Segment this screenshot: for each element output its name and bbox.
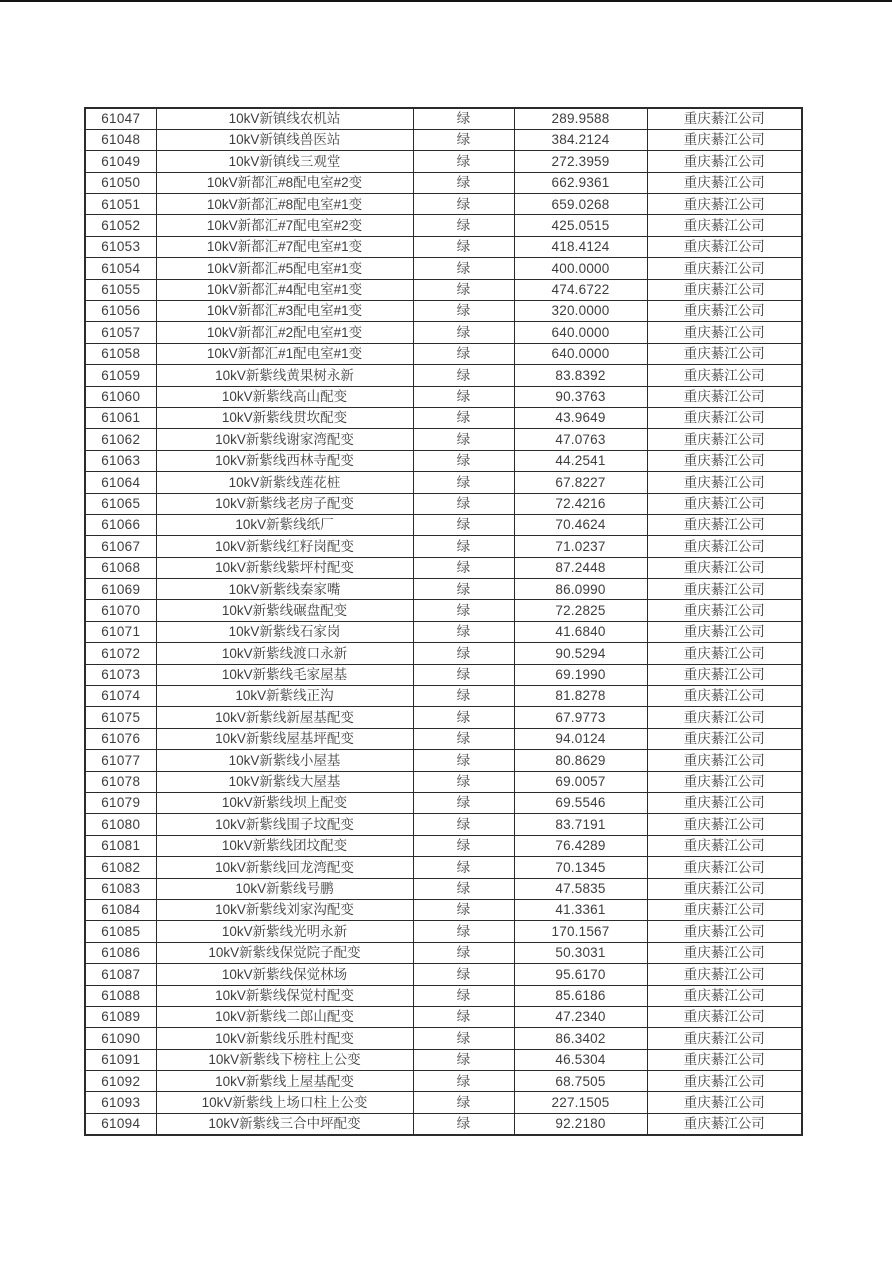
table-row	[85, 108, 802, 129]
table-row	[85, 942, 802, 963]
table-row	[85, 472, 802, 493]
row-id-cell: 61057	[85, 322, 156, 343]
row-id-cell: 61092	[85, 1071, 156, 1092]
row-value-cell: 50.3031	[514, 942, 647, 963]
row-value-cell: 95.6170	[514, 964, 647, 985]
row-line-name-cell: 10kV新紫线秦家嘴	[156, 579, 413, 600]
row-line-name-cell: 10kV新紫线上屋基配变	[156, 1071, 413, 1092]
table-row	[85, 643, 802, 664]
row-value-cell: 659.0268	[514, 194, 647, 215]
row-company-cell: 重庆綦江公司	[647, 194, 802, 215]
row-value-cell: 68.7505	[514, 1071, 647, 1092]
table-row	[85, 536, 802, 557]
row-id-cell: 61054	[85, 258, 156, 279]
row-value-cell: 425.0515	[514, 215, 647, 236]
row-status-cell: 绿	[413, 279, 514, 300]
row-line-name-cell: 10kV新紫线黄果树永新	[156, 365, 413, 386]
row-line-name-cell: 10kV新紫线团坟配变	[156, 835, 413, 856]
row-line-name-cell: 10kV新紫线红籽岗配变	[156, 536, 413, 557]
row-value-cell: 87.2448	[514, 557, 647, 578]
row-company-cell: 重庆綦江公司	[647, 450, 802, 471]
row-value-cell: 70.1345	[514, 857, 647, 878]
row-line-name-cell: 10kV新紫线渡口永新	[156, 643, 413, 664]
table-row	[85, 686, 802, 707]
table-row	[85, 707, 802, 728]
table-row	[85, 215, 802, 236]
row-status-cell: 绿	[413, 1028, 514, 1049]
row-id-cell: 61075	[85, 707, 156, 728]
row-company-cell: 重庆綦江公司	[647, 1049, 802, 1070]
row-status-cell: 绿	[413, 129, 514, 150]
table-row	[85, 407, 802, 428]
table-row	[85, 728, 802, 749]
row-value-cell: 71.0237	[514, 536, 647, 557]
row-line-name-cell: 10kV新紫线小屋基	[156, 750, 413, 771]
row-id-cell: 61080	[85, 814, 156, 835]
row-company-cell: 重庆綦江公司	[647, 1092, 802, 1113]
row-company-cell: 重庆綦江公司	[647, 1028, 802, 1049]
table-row	[85, 921, 802, 942]
row-id-cell: 61062	[85, 429, 156, 450]
row-value-cell: 47.5835	[514, 878, 647, 899]
row-value-cell: 43.9649	[514, 407, 647, 428]
row-company-cell: 重庆綦江公司	[647, 814, 802, 835]
row-company-cell: 重庆綦江公司	[647, 301, 802, 322]
row-line-name-cell: 10kV新紫线西林寺配变	[156, 450, 413, 471]
row-line-name-cell: 10kV新紫线上场口柱上公变	[156, 1092, 413, 1113]
row-value-cell: 400.0000	[514, 258, 647, 279]
row-status-cell: 绿	[413, 1113, 514, 1134]
row-status-cell: 绿	[413, 835, 514, 856]
row-company-cell: 重庆綦江公司	[647, 643, 802, 664]
row-id-cell: 61064	[85, 472, 156, 493]
row-status-cell: 绿	[413, 386, 514, 407]
row-status-cell: 绿	[413, 407, 514, 428]
row-company-cell: 重庆綦江公司	[647, 429, 802, 450]
table-row	[85, 172, 802, 193]
row-id-cell: 61051	[85, 194, 156, 215]
row-value-cell: 289.9588	[514, 108, 647, 129]
table-row	[85, 557, 802, 578]
table-row	[85, 129, 802, 150]
row-line-name-cell: 10kV新紫线回龙湾配变	[156, 857, 413, 878]
row-status-cell: 绿	[413, 750, 514, 771]
row-value-cell: 67.9773	[514, 707, 647, 728]
table-row	[85, 899, 802, 920]
row-company-cell: 重庆綦江公司	[647, 279, 802, 300]
row-company-cell: 重庆綦江公司	[647, 236, 802, 257]
row-id-cell: 61050	[85, 172, 156, 193]
row-value-cell: 41.6840	[514, 621, 647, 642]
table-row	[85, 835, 802, 856]
row-status-cell: 绿	[413, 664, 514, 685]
row-id-cell: 61076	[85, 728, 156, 749]
row-id-cell: 61081	[85, 835, 156, 856]
table-row	[85, 814, 802, 835]
row-value-cell: 384.2124	[514, 129, 647, 150]
row-line-name-cell: 10kV新紫线围子坟配变	[156, 814, 413, 835]
row-status-cell: 绿	[413, 172, 514, 193]
row-value-cell: 72.2825	[514, 600, 647, 621]
row-status-cell: 绿	[413, 814, 514, 835]
row-status-cell: 绿	[413, 472, 514, 493]
row-value-cell: 69.1990	[514, 664, 647, 685]
row-line-name-cell: 10kV新都汇#1配电室#1变	[156, 343, 413, 364]
row-status-cell: 绿	[413, 942, 514, 963]
row-line-name-cell: 10kV新紫线保觉村配变	[156, 985, 413, 1006]
row-company-cell: 重庆綦江公司	[647, 942, 802, 963]
table-row	[85, 386, 802, 407]
row-status-cell: 绿	[413, 365, 514, 386]
row-line-name-cell: 10kV新都汇#8配电室#1变	[156, 194, 413, 215]
row-id-cell: 61090	[85, 1028, 156, 1049]
table-body	[85, 108, 802, 1135]
row-line-name-cell: 10kV新紫线老房子配变	[156, 493, 413, 514]
row-status-cell: 绿	[413, 236, 514, 257]
table-row	[85, 429, 802, 450]
row-status-cell: 绿	[413, 514, 514, 535]
table-row	[85, 750, 802, 771]
row-company-cell: 重庆綦江公司	[647, 621, 802, 642]
row-id-cell: 61087	[85, 964, 156, 985]
row-value-cell: 86.0990	[514, 579, 647, 600]
row-company-cell: 重庆綦江公司	[647, 386, 802, 407]
row-line-name-cell: 10kV新紫线碾盘配变	[156, 600, 413, 621]
table-row	[85, 664, 802, 685]
table-row	[85, 194, 802, 215]
row-id-cell: 61082	[85, 857, 156, 878]
row-line-name-cell: 10kV新镇线兽医站	[156, 129, 413, 150]
row-line-name-cell: 10kV新紫线谢家湾配变	[156, 429, 413, 450]
table-row	[85, 301, 802, 322]
row-line-name-cell: 10kV新紫线纸厂	[156, 514, 413, 535]
table-row	[85, 600, 802, 621]
row-status-cell: 绿	[413, 921, 514, 942]
table-row	[85, 1113, 802, 1134]
row-status-cell: 绿	[413, 964, 514, 985]
row-status-cell: 绿	[413, 643, 514, 664]
row-value-cell: 69.5546	[514, 793, 647, 814]
row-status-cell: 绿	[413, 985, 514, 1006]
table-row	[85, 579, 802, 600]
row-id-cell: 61055	[85, 279, 156, 300]
row-value-cell: 94.0124	[514, 728, 647, 749]
row-status-cell: 绿	[413, 771, 514, 792]
row-value-cell: 46.5304	[514, 1049, 647, 1070]
row-company-cell: 重庆綦江公司	[647, 771, 802, 792]
row-line-name-cell: 10kV新都汇#7配电室#1变	[156, 236, 413, 257]
row-status-cell: 绿	[413, 1049, 514, 1070]
row-status-cell: 绿	[413, 493, 514, 514]
power-line-table	[84, 107, 803, 1136]
row-status-cell: 绿	[413, 322, 514, 343]
row-company-cell: 重庆綦江公司	[647, 921, 802, 942]
table-row	[85, 793, 802, 814]
table-row	[85, 365, 802, 386]
row-company-cell: 重庆綦江公司	[647, 493, 802, 514]
row-status-cell: 绿	[413, 258, 514, 279]
row-status-cell: 绿	[413, 536, 514, 557]
row-value-cell: 92.2180	[514, 1113, 647, 1134]
row-id-cell: 61077	[85, 750, 156, 771]
table-row	[85, 1028, 802, 1049]
row-company-cell: 重庆綦江公司	[647, 365, 802, 386]
table-row	[85, 514, 802, 535]
row-value-cell: 47.2340	[514, 1006, 647, 1027]
table-row	[85, 857, 802, 878]
row-company-cell: 重庆綦江公司	[647, 472, 802, 493]
row-company-cell: 重庆綦江公司	[647, 793, 802, 814]
row-status-cell: 绿	[413, 194, 514, 215]
row-status-cell: 绿	[413, 429, 514, 450]
row-company-cell: 重庆綦江公司	[647, 1113, 802, 1134]
row-company-cell: 重庆綦江公司	[647, 258, 802, 279]
row-status-cell: 绿	[413, 301, 514, 322]
row-status-cell: 绿	[413, 686, 514, 707]
row-company-cell: 重庆綦江公司	[647, 215, 802, 236]
row-value-cell: 83.7191	[514, 814, 647, 835]
row-value-cell: 86.3402	[514, 1028, 647, 1049]
table-row	[85, 279, 802, 300]
row-status-cell: 绿	[413, 579, 514, 600]
row-line-name-cell: 10kV新都汇#5配电室#1变	[156, 258, 413, 279]
row-line-name-cell: 10kV新都汇#2配电室#1变	[156, 322, 413, 343]
row-line-name-cell: 10kV新紫线正沟	[156, 686, 413, 707]
row-value-cell: 80.8629	[514, 750, 647, 771]
row-status-cell: 绿	[413, 707, 514, 728]
row-value-cell: 90.5294	[514, 643, 647, 664]
row-company-cell: 重庆綦江公司	[647, 579, 802, 600]
row-line-name-cell: 10kV新紫线保觉院子配变	[156, 942, 413, 963]
row-id-cell: 61093	[85, 1092, 156, 1113]
row-id-cell: 61073	[85, 664, 156, 685]
row-id-cell: 61072	[85, 643, 156, 664]
row-line-name-cell: 10kV新紫线屋基坪配变	[156, 728, 413, 749]
row-line-name-cell: 10kV新紫线石家岗	[156, 621, 413, 642]
row-id-cell: 61053	[85, 236, 156, 257]
row-id-cell: 61085	[85, 921, 156, 942]
row-line-name-cell: 10kV新紫线光明永新	[156, 921, 413, 942]
row-line-name-cell: 10kV新紫线莲花桩	[156, 472, 413, 493]
row-line-name-cell: 10kV新紫线大屋基	[156, 771, 413, 792]
row-id-cell: 61088	[85, 985, 156, 1006]
row-id-cell: 61079	[85, 793, 156, 814]
table-row	[85, 343, 802, 364]
row-line-name-cell: 10kV新都汇#3配电室#1变	[156, 301, 413, 322]
row-id-cell: 61048	[85, 129, 156, 150]
row-id-cell: 61074	[85, 686, 156, 707]
row-status-cell: 绿	[413, 857, 514, 878]
row-company-cell: 重庆綦江公司	[647, 322, 802, 343]
row-company-cell: 重庆綦江公司	[647, 557, 802, 578]
row-line-name-cell: 10kV新紫线坝上配变	[156, 793, 413, 814]
table-row	[85, 1092, 802, 1113]
row-id-cell: 61083	[85, 878, 156, 899]
row-company-cell: 重庆綦江公司	[647, 536, 802, 557]
row-value-cell: 47.0763	[514, 429, 647, 450]
table-row	[85, 151, 802, 172]
row-value-cell: 90.3763	[514, 386, 647, 407]
row-value-cell: 640.0000	[514, 322, 647, 343]
row-value-cell: 70.4624	[514, 514, 647, 535]
row-company-cell: 重庆綦江公司	[647, 407, 802, 428]
row-company-cell: 重庆綦江公司	[647, 964, 802, 985]
row-line-name-cell: 10kV新都汇#8配电室#2变	[156, 172, 413, 193]
row-company-cell: 重庆綦江公司	[647, 1006, 802, 1027]
row-status-cell: 绿	[413, 600, 514, 621]
row-id-cell: 61059	[85, 365, 156, 386]
row-id-cell: 61084	[85, 899, 156, 920]
table-row	[85, 1006, 802, 1027]
row-value-cell: 67.8227	[514, 472, 647, 493]
row-id-cell: 61067	[85, 536, 156, 557]
row-status-cell: 绿	[413, 878, 514, 899]
row-value-cell: 85.6186	[514, 985, 647, 1006]
row-id-cell: 61061	[85, 407, 156, 428]
row-status-cell: 绿	[413, 793, 514, 814]
row-company-cell: 重庆綦江公司	[647, 750, 802, 771]
table-row	[85, 621, 802, 642]
row-id-cell: 61091	[85, 1049, 156, 1070]
row-line-name-cell: 10kV新紫线号鹏	[156, 878, 413, 899]
row-id-cell: 61047	[85, 108, 156, 129]
row-company-cell: 重庆綦江公司	[647, 857, 802, 878]
table-row	[85, 964, 802, 985]
row-company-cell: 重庆綦江公司	[647, 129, 802, 150]
row-status-cell: 绿	[413, 450, 514, 471]
row-line-name-cell: 10kV新镇线三观堂	[156, 151, 413, 172]
row-company-cell: 重庆綦江公司	[647, 600, 802, 621]
row-line-name-cell: 10kV新镇线农机站	[156, 108, 413, 129]
row-status-cell: 绿	[413, 343, 514, 364]
table-row	[85, 1071, 802, 1092]
row-id-cell: 61089	[85, 1006, 156, 1027]
row-line-name-cell: 10kV新紫线乐胜村配变	[156, 1028, 413, 1049]
row-id-cell: 61094	[85, 1113, 156, 1134]
row-company-cell: 重庆綦江公司	[647, 899, 802, 920]
row-status-cell: 绿	[413, 1006, 514, 1027]
row-company-cell: 重庆綦江公司	[647, 835, 802, 856]
row-status-cell: 绿	[413, 1071, 514, 1092]
row-value-cell: 418.4124	[514, 236, 647, 257]
row-value-cell: 76.4289	[514, 835, 647, 856]
row-company-cell: 重庆綦江公司	[647, 108, 802, 129]
row-line-name-cell: 10kV新都汇#4配电室#1变	[156, 279, 413, 300]
row-value-cell: 662.9361	[514, 172, 647, 193]
row-company-cell: 重庆綦江公司	[647, 878, 802, 899]
row-company-cell: 重庆綦江公司	[647, 343, 802, 364]
row-id-cell: 61070	[85, 600, 156, 621]
row-id-cell: 61068	[85, 557, 156, 578]
row-company-cell: 重庆綦江公司	[647, 728, 802, 749]
row-id-cell: 61063	[85, 450, 156, 471]
row-company-cell: 重庆綦江公司	[647, 151, 802, 172]
row-value-cell: 41.3361	[514, 899, 647, 920]
row-value-cell: 170.1567	[514, 921, 647, 942]
row-line-name-cell: 10kV新紫线下榜柱上公变	[156, 1049, 413, 1070]
row-line-name-cell: 10kV新紫线保觉林场	[156, 964, 413, 985]
row-id-cell: 61078	[85, 771, 156, 792]
row-line-name-cell: 10kV新紫线高山配变	[156, 386, 413, 407]
table-container	[84, 107, 803, 1136]
row-company-cell: 重庆綦江公司	[647, 172, 802, 193]
table-row	[85, 322, 802, 343]
row-value-cell: 44.2541	[514, 450, 647, 471]
row-line-name-cell: 10kV新紫线刘家沟配变	[156, 899, 413, 920]
row-status-cell: 绿	[413, 728, 514, 749]
table-row	[85, 1049, 802, 1070]
row-value-cell: 83.8392	[514, 365, 647, 386]
row-value-cell: 69.0057	[514, 771, 647, 792]
row-line-name-cell: 10kV新紫线紫坪村配变	[156, 557, 413, 578]
row-status-cell: 绿	[413, 1092, 514, 1113]
row-status-cell: 绿	[413, 621, 514, 642]
row-value-cell: 81.8278	[514, 686, 647, 707]
row-status-cell: 绿	[413, 151, 514, 172]
table-row	[85, 493, 802, 514]
row-id-cell: 61086	[85, 942, 156, 963]
row-id-cell: 61069	[85, 579, 156, 600]
row-company-cell: 重庆綦江公司	[647, 707, 802, 728]
row-id-cell: 61071	[85, 621, 156, 642]
table-row	[85, 236, 802, 257]
row-company-cell: 重庆綦江公司	[647, 1071, 802, 1092]
row-status-cell: 绿	[413, 108, 514, 129]
row-line-name-cell: 10kV新紫线毛家屋基	[156, 664, 413, 685]
table-row	[85, 450, 802, 471]
row-value-cell: 272.3959	[514, 151, 647, 172]
row-company-cell: 重庆綦江公司	[647, 686, 802, 707]
table-row	[85, 771, 802, 792]
row-line-name-cell: 10kV新都汇#7配电室#2变	[156, 215, 413, 236]
row-line-name-cell: 10kV新紫线三合中坪配变	[156, 1113, 413, 1134]
row-id-cell: 61052	[85, 215, 156, 236]
row-value-cell: 227.1505	[514, 1092, 647, 1113]
row-value-cell: 320.0000	[514, 301, 647, 322]
table-row	[85, 985, 802, 1006]
row-status-cell: 绿	[413, 215, 514, 236]
row-value-cell: 474.6722	[514, 279, 647, 300]
row-value-cell: 72.4216	[514, 493, 647, 514]
row-id-cell: 61066	[85, 514, 156, 535]
table-row	[85, 878, 802, 899]
row-value-cell: 640.0000	[514, 343, 647, 364]
table-row	[85, 258, 802, 279]
row-line-name-cell: 10kV新紫线贯坎配变	[156, 407, 413, 428]
row-line-name-cell: 10kV新紫线新屋基配变	[156, 707, 413, 728]
row-company-cell: 重庆綦江公司	[647, 514, 802, 535]
page-top-border	[0, 0, 892, 2]
row-id-cell: 61065	[85, 493, 156, 514]
row-id-cell: 61060	[85, 386, 156, 407]
row-status-cell: 绿	[413, 557, 514, 578]
row-id-cell: 61049	[85, 151, 156, 172]
row-company-cell: 重庆綦江公司	[647, 985, 802, 1006]
row-status-cell: 绿	[413, 899, 514, 920]
row-line-name-cell: 10kV新紫线二郎山配变	[156, 1006, 413, 1027]
row-id-cell: 61056	[85, 301, 156, 322]
row-company-cell: 重庆綦江公司	[647, 664, 802, 685]
row-id-cell: 61058	[85, 343, 156, 364]
